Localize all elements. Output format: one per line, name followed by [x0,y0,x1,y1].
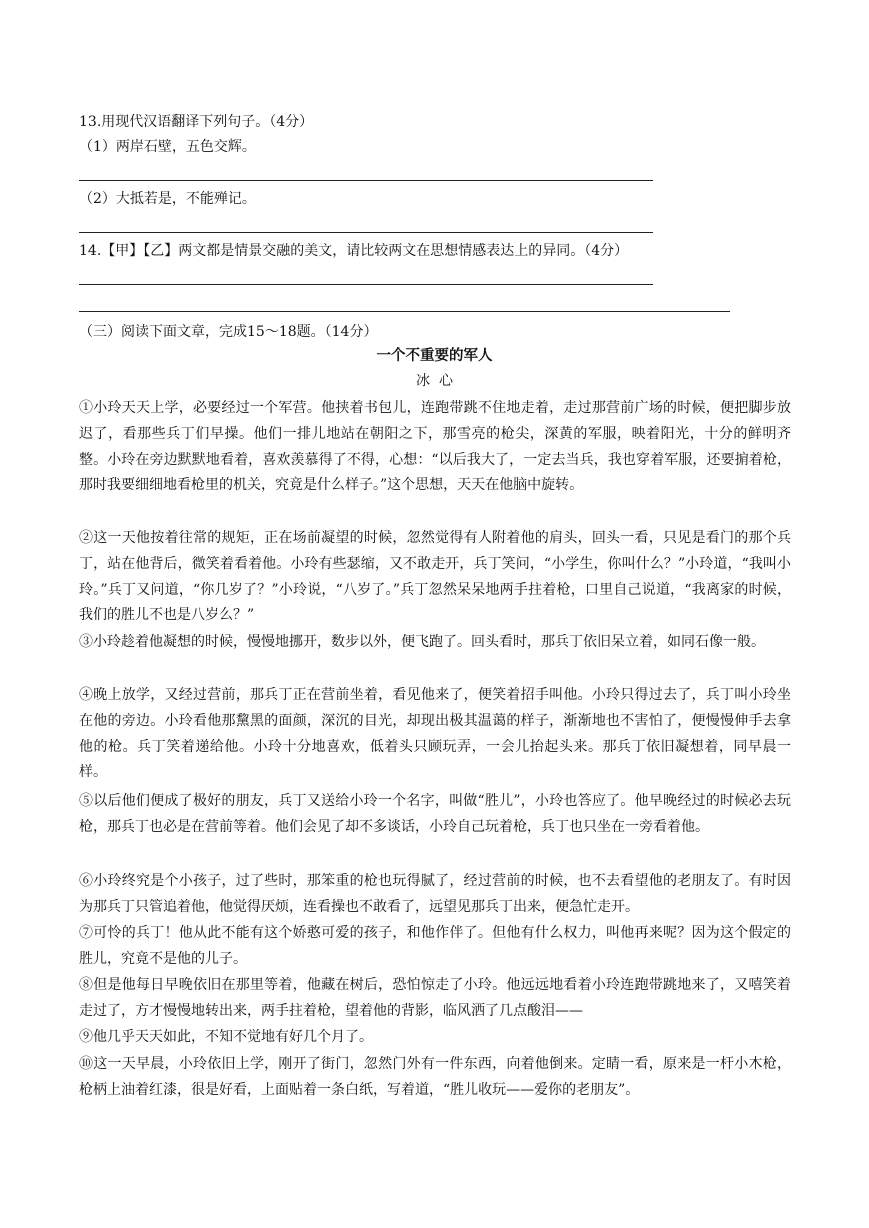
paragraph-9: ⑨他几乎天天如此，不知不觉地有好几个月了。 [79,1029,373,1045]
paragraph-7: ⑦可怜的兵丁！他从此不能有这个娇憨可爱的孩子，和他作伴了。但他有什么权力，叫他再来呢？因为这个假定的胜儿，究竟不是他的儿子。 [79,925,791,967]
answer-line [79,232,653,233]
article-title: 一个不重要的军人 [376,347,493,364]
question-13-sentence-2: （2）大抵若是，不能殚记。 [79,191,256,207]
paragraph-3: ③小玲趁着他凝想的时候，慢慢地挪开，数步以外，便飞跑了。回头看时，那兵丁依旧呆立着，如同石像一般。 [79,634,765,650]
paragraph-6: ⑥小玲终究是个小孩子，过了些时，那笨重的枪也玩得腻了，经过营前的时候，也不去看望他的老朋友了。有时因为那兵丁只管追着他，他觉得厌烦，连看操也不敢看了，远望见那兵丁出来，便急忙走开。 [79,873,791,915]
answer-line [79,180,653,181]
question-14-title: 14.【甲】【乙】两文都是情景交融的美文，请比较两文在思想情感表达上的异同。（4分） [79,243,629,259]
paragraph-2: ②这一天他按着往常的规矩，正在场前凝望的时候，忽然觉得有人附着他的肩头，回头一看，只见是看门的那个兵丁，站在他背后，微笑着看着他。小玲有些瑟缩，又不敢走开，兵丁笑问，“小学生，你叫什么？”小玲道，“我叫小玲。”兵丁又问道，“你几岁了？”小玲说，“八岁了。”兵丁忽然呆呆地两手拄着枪，口里自己说道，“我离家的时候，我们的胜儿不也是八岁么？” [79,530,791,624]
paragraph-1: ①小玲天天上学，必要经过一个军营。他挟着书包儿，连跑带跳不住地走着，走过那营前广场的时候，便把脚步放迟了，看那些兵丁们早操。他们一排儿地站在朝阳之下，那雪亮的枪尖，深黄的军服，映着阳光，十分的鲜明齐整。小玲在旁边默默地看着，喜欢羡慕得了不得，心想：“以后我大了，一定去当兵，我也穿着军服，还要掮着枪，那时我要细细地看枪里的机关，究竟是什么样子。”这个思想，天天在他脑中旋转。 [79,400,791,494]
question-13-title: 13.用现代汉语翻译下列句子。（4分） [79,114,314,130]
section-intro: （三）阅读下面文章，完成15～18题。（14分） [79,324,378,340]
question-13-sentence-1: （1）两岸石壁，五色交辉。 [79,139,256,155]
paragraph-10: ⑩这一天早晨，小玲依旧上学，刚开了街门，忽然门外有一件东西，向着他倒来。定睛一看，原来是一杆小木枪，枪柄上油着红漆，很是好看，上面贴着一条白纸，写着道，“胜儿收玩——爱你的老朋友”。 [79,1056,791,1098]
answer-line [79,284,653,285]
answer-line [79,311,730,312]
article-author: 冰 心 [416,373,453,389]
paragraph-8: ⑧但是他每日早晚依旧在那里等着，他藏在树后，恐怕惊走了小玲。他远远地看着小玲连跑带跳地来了，又嘻笑着走过了，方才慢慢地转出来，两手拄着枪，望着他的背影，临风洒了几点酸泪—— [79,977,791,1019]
paragraph-5: ⑤以后他们便成了极好的朋友，兵丁又送给小玲一个名字，叫做“胜儿”，小玲也答应了。他早晚经过的时候必去玩枪，那兵丁也必是在营前等着。他们会见了却不多谈话，小玲自己玩着枪，兵丁也只坐在一旁看着他。 [79,793,791,835]
paragraph-4: ④晚上放学，又经过营前，那兵丁正在营前坐着，看见他来了，便笑着招手叫他。小玲只得过去了，兵丁叫小玲坐在他的旁边。小玲看他那黧黑的面颜，深沉的目光，却现出极其温蔼的样子，渐渐地也不害怕了，便慢慢伸手去拿他的枪。兵丁笑着递给他。小玲十分地喜欢，低着头只顾玩弄，一会儿抬起头来。那兵丁依旧凝想着，同早晨一样。 [79,687,791,781]
